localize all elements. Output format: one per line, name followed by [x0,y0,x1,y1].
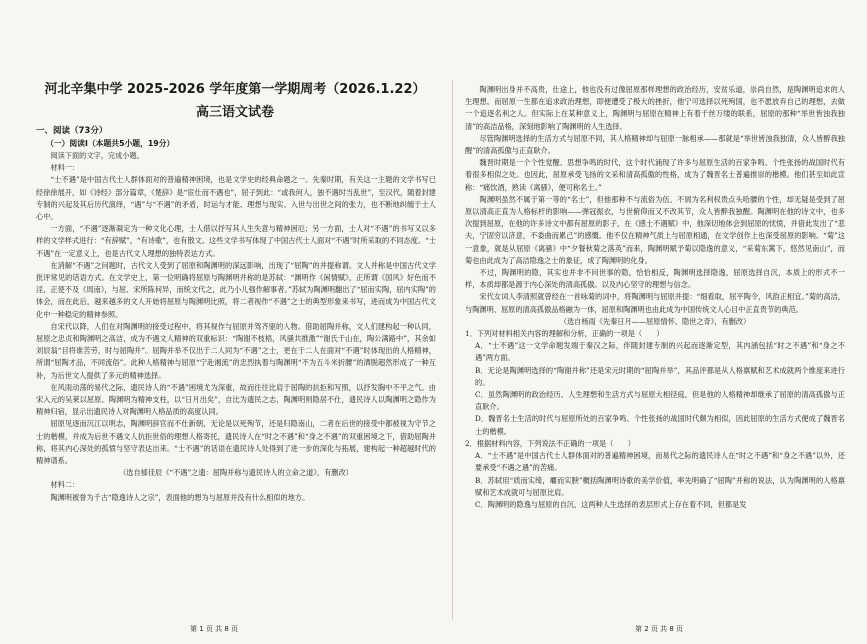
question-2-option-c: C．陶渊明的隐逸与屈原的自沉，这两种人生选择的表层形式上存在着不同，但都是发 [475,499,747,509]
subsection-heading: （一）阅读Ⅰ（本题共5小题，19分） [46,139,175,148]
source-citation: （选自郁佳辰《“不遇”之遗：屈陶并称与遗民诗人的立命之道》，有删改） [119,468,353,478]
column-divider [452,80,453,620]
question-1: 1．下列对材料相关内容的理解和分析，正确的一项是（ ） [465,329,664,339]
page-number-right: 第 2 页 共 8 页 [635,625,684,633]
exam-title: 河北辛集中学 2025-2026 学年度第一学期周考（2026.1.22） [44,82,426,97]
source-citation: （选自杨雨《先秦日月——屈原情怀、隐世之奇》，有删改） [559,316,751,326]
paragraph: 在消解“不遇”之问题时，古代文人受到了屈原和陶渊明的深远影响，出现了“屈陶”的并提称谓。文人并称是中国古代文学批评常见的话语方式。在文学史上，第一位明确将屈原与陶渊明并称的是苏轼：“渊明作《闲情赋》，正所谓《国风》好色而不淫，正使不及《周南》，与屈、宋所陈何异，而统文代之，此乃小儿强作解事者。”苏轼为陶渊明翻出了“屈而实陶，屈内实陶”的体会，而在此后，越来越多的文人开始将屈原与陶渊明比照，将二者视作“不遇”之士的典型形象来书写，进而成为中国古代文化中一种稳定的精神参照。 [36,260,436,319]
question-2-option-b: B．苏轼用“质而实绮，癯而实腴”概括陶渊明诗歌的美学价值，率先明确了“屈陶”并称的说法，认为陶渊明的人格禀赋和艺术成就可与屈原比肩。 [475,475,845,497]
paragraph: 自宋代以降，人们在对陶渊明的接受过程中，将其视作与屈原并驾齐驱的人物。借助屈陶并称，文人们建构起一种认同，屈原之忠贞和陶渊明之高洁，成为不遇文人精神的双重标识：“陶谢不枝梧，风骚共推激”“谢氏千山在，陶公满路中”，其余如刘辰翁“目将谁苦劳，时与屈陶并”。屈陶并举不仅出于二人同为“不遇”之士，更在于二人在面对“不遇”时体现出的人格精神，所谓“屈陶才品，不同流俗”。此种人格精神与屈原“宁赴湘流”的忠烈执着与陶渊明“不为五斗米折腰”的洒脱超然形成了一种互补，为后世文人提供了多元的精神选择。 [36,321,436,380]
question-2-option-a: A．“士不遇”是中国古代士人群体面对的普遍精神困境，而易代之际的遗民诗人在“时之不遇”和“身之不遇”以外，还要承受“不遇之遇”的苦痛。 [475,451,845,473]
question-2: 2．根据材料内容，下列说法不正确的一项是（ ） [465,438,635,448]
paragraph: 宋代女词人李清照就曾经在一首咏菊的词中，将陶渊明与屈原并提：“细看取，屈平陶令，风韵正相宜。”菊的高洁，与陶渊明、屈原的清高孤傲品格融为一体，屈原和陶渊明也由此成为中国传统文人心目中正直贵节的典范。 [465,292,845,314]
material-label: 材料二： [50,480,80,490]
right-column [465,84,845,511]
question-1-option-b: B．无论是陶渊明选择的“陶谢并称”还是宋元时期的“屈陶并举”，其品评都是从人格禀赋和艺术成就两个维度来进行的。 [475,365,845,387]
question-1-option-c: C．虽然陶渊明的政治经历、人生理想和生活方式与屈原大相径庭，但是他的人格精神却继承了屈原的清高孤傲与正直耿介。 [475,390,845,412]
paragraph: 魏晋时期是一个个性觉醒、思想争鸣的时代，这个时代涌现了许多与屈原生活的百家争鸣、个性张扬的战国时代有着很多相似之处。也因此，屈原承受飞扬的文采和清高孤傲的性格，成为了魏晋名士普遍推崇的楷模。他们甚至如此宣称：“痛饮酒，熟读《离骚》，便可称名士。” [465,158,845,192]
material-label: 材料一： [50,163,80,173]
paragraph: 陶渊明出身并不高贵，仕途上，他也没有过像屈原那样理想的政治经历，安贫乐道，崇尚自然，是陶渊明追求的人生理想。而屈原一生都在追求政治理想，即便遭受了极大的挫折，他宁可选择以死殉国，也不愿放弃自己的理想，去做一个追逐名利之人。但实际上在某种意义上，陶渊明与屈原在精神上有着千丝万缕的联系，屈原的那种“举世皆浊我独清”的高洁品格，深刻地影响了陶渊明的人生选择。 [465,85,845,131]
paragraph: 陶渊明虽然不属于第一等的“名士”，但他那种不与流俗为伍、不屑为名利权贵点头哈腰的个性，却无疑是受到了屈原以清高正直为人格标杆的影响——弹冠振衣，与世俯仰而又不改其节，众人皆醉我独醒。陶渊明在他的诗文中，也多次提到屈原，在他的许多诗文中都有屈原的影子，在《感士不遇赋》中，他深切地体会到屈原的忧愤，并借此发出了“悲夫，宁固穷以济意，不委曲而累己”的感慨。他不仅在精神气质上与屈原相通，在文学创作上也深受屈原的影响。“菊”这一意象，就是从屈原《离骚》中“夕餐秋菊之落英”而来，陶渊明赋予菊以隐逸的意义，“采菊东篱下，悠然见南山”，而菊也由此成为了高洁隐逸之士的象征，成了陶渊明的化身。 [465,194,845,265]
left-column [36,125,436,504]
paragraph: 不过，陶渊明的隐，其实也并非不问世事的隐，恰恰相反，陶渊明选择隐逸，屈原选择自沉，本质上的形式不一样，本质却都是源于内心深处的清高孤傲。以及内心坚守的理想与信念。 [465,268,845,290]
section-heading: 一、阅读（73分） [36,126,108,136]
paragraph: 陶渊明被誉为千古“隐逸诗人之宗”，表面他的想为与屈原并没有什么相似的地方。 [50,492,310,502]
paragraph: 屈原见逐而沉江以明志，陶渊明辞官而不仕新朝，无论是以死殉节，还是归隐南山，二者在后世的接受中都被视为守节之士的楷模，并成为后世不遇文人抗拒世俗的理想人格寄托，遗民诗人在“时之不遇”和“身之不遇”的双重困境之下，借助屈陶并称，将其内心深处的孤愤与坚守表达出来。“士不遇”的话语在遗民诗人处得到了进一步的深化与拓展，建构起一种超越时代的精神谱系。 [36,419,436,466]
question-1-option-d: D．魏晋名士生活的时代与屈原所处的百家争鸣、个性张扬的战国时代颇为相似，因此屈原的生活方式便成了魏晋名士的楷模。 [475,414,845,436]
exam-subtitle: 高三语文试卷 [195,105,274,120]
paragraph: 在风雨动荡的易代之际，遗民诗人的“不遇”困境尤为深重，故而往往比肩于屈陶的抗拒和写照，以抒发胸中不平之气。由宋入元的吴莱以屈原、陶渊明为精神支柱，以“日月出矣”，自比为遗民之志，陶渊明则隐居不仕，遗民诗人以陶渊明之隐作为精神归宿，显示出遗民诗人对陶渊明人格品质的高度认同。 [36,382,436,417]
instruction: 阅读下面的文字，完成小题。 [50,151,144,160]
paragraph: 尽管陶渊明选择的生活方式与屈原不同，其人格精神却与屈原一脉相承——那就是“举世皆浊我独清，众人皆醉我独醒”的清高孤傲与正直耿介。 [465,133,845,156]
paragraph: 一方面，“不遇”逐渐凝定为一种文化心理，士人借以抒写其人生失意与精神困厄；另一方面，士人对“不遇”的书写又以多样的文学样式进行：“有辞赋”，“有诗歌”，也有散文。这些文学书写体现了中国古代士人面对“不遇”时所采取的不同态度。“士不遇”在一定意义上，也是古代文人理想的独特表达方式。 [36,224,436,258]
question-1-option-a: A．“士不遇”这一文学命题发端于秦汉之际，伴随封建专制的兴起而逐渐定型，其内涵包括“时之不遇”和“身之不遇”两方面。 [475,341,845,363]
page-number-left: 第 1 页 共 8 页 [190,625,239,633]
paragraph: “士不遇”是中国古代士人群体面对的普遍精神困境，也是文学史的经典命题之一。先秦时期，有关这一主题的文学书写已经徐徐展开，如《诗经》部分篇章，《楚辞》是“宦仕而不遇也”，屈子到此：“或我何人，独不遇时当乱世”，至汉代，随着封建专制的兴起及其后历代演绎，“遇”与“不遇”的矛盾，时运与才能、理想与现实、入世与出世之间的张力，也不断地纠缠于士人心中。 [36,175,436,222]
